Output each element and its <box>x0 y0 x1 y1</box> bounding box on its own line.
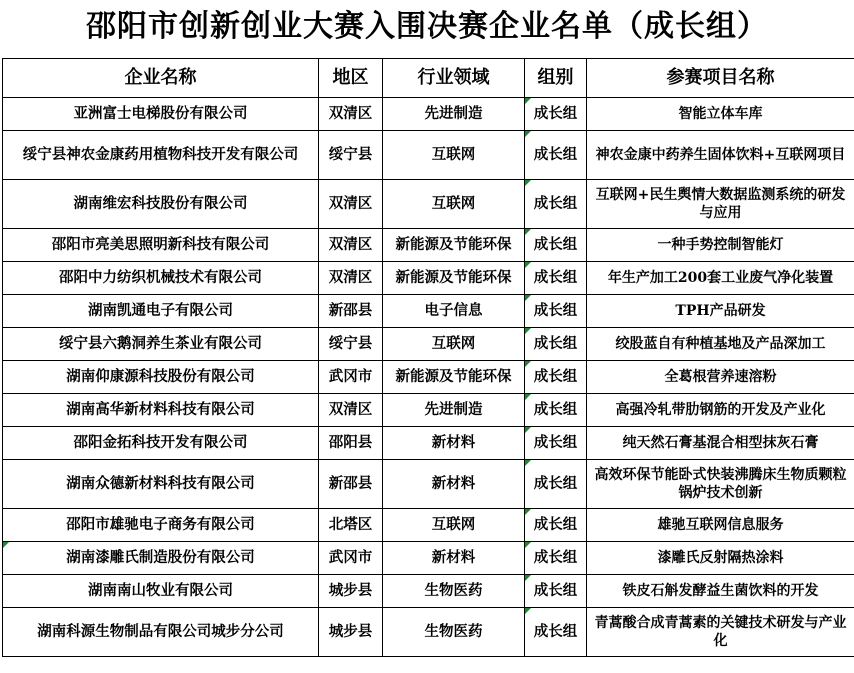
cell-group[interactable]: 成长组 <box>525 180 587 229</box>
cell-company[interactable]: 亚洲富士电梯股份有限公司 <box>3 98 319 131</box>
header-project[interactable]: 参赛项目名称 <box>587 59 854 98</box>
cell-project[interactable]: 绞股蓝自有种植基地及产品深加工 <box>587 328 854 361</box>
table-row <box>3 262 854 295</box>
cell-region[interactable]: 北塔区 <box>319 509 383 542</box>
cell-industry[interactable]: 互联网 <box>383 131 525 180</box>
cell-industry[interactable]: 先进制造 <box>383 394 525 427</box>
table-row <box>3 427 854 460</box>
table-row <box>3 509 854 542</box>
cell-company[interactable]: 湖南众德新材料科技有限公司 <box>3 460 319 509</box>
table-row <box>3 361 854 394</box>
cell-group[interactable]: 成长组 <box>525 608 587 657</box>
cell-industry[interactable]: 电子信息 <box>383 295 525 328</box>
cell-company[interactable]: 绥宁县神农金康药用植物科技开发有限公司 <box>3 131 319 180</box>
cell-project[interactable]: 雄驰互联网信息服务 <box>587 509 854 542</box>
table-row <box>3 542 854 575</box>
table-row <box>3 180 854 229</box>
cell-group[interactable]: 成长组 <box>525 509 587 542</box>
cell-region[interactable]: 邵阳县 <box>319 427 383 460</box>
cell-group[interactable]: 成长组 <box>525 295 587 328</box>
cell-region[interactable]: 双清区 <box>319 98 383 131</box>
cell-company[interactable]: 湖南科源生物制品有限公司城步分公司 <box>3 608 319 657</box>
table-row <box>3 608 854 657</box>
cell-project[interactable]: TPH产品研发 <box>587 295 854 328</box>
company-table <box>2 58 854 657</box>
cell-region[interactable]: 武冈市 <box>319 361 383 394</box>
cell-region[interactable]: 双清区 <box>319 229 383 262</box>
table-row <box>3 98 854 131</box>
cell-region[interactable]: 武冈市 <box>319 542 383 575</box>
cell-industry[interactable]: 新能源及节能环保 <box>383 229 525 262</box>
cell-project[interactable]: 互联网+民生舆情大数据监测系统的研发与应用 <box>587 180 854 229</box>
header-industry[interactable]: 行业领域 <box>383 59 525 98</box>
cell-project[interactable]: 漆雕氏反射隔热涂料 <box>587 542 854 575</box>
cell-region[interactable]: 双清区 <box>319 180 383 229</box>
cell-region[interactable]: 双清区 <box>319 394 383 427</box>
cell-industry[interactable]: 互联网 <box>383 328 525 361</box>
cell-group[interactable]: 成长组 <box>525 394 587 427</box>
cell-group[interactable]: 成长组 <box>525 427 587 460</box>
table-row <box>3 295 854 328</box>
cell-industry[interactable]: 新能源及节能环保 <box>383 262 525 295</box>
cell-group[interactable]: 成长组 <box>525 361 587 394</box>
cell-company[interactable]: 邵阳中力纺织机械技术有限公司 <box>3 262 319 295</box>
table-row <box>3 328 854 361</box>
cell-group[interactable]: 成长组 <box>525 262 587 295</box>
cell-project[interactable]: 神农金康中药养生固体饮料+互联网项目 <box>587 131 854 180</box>
cell-company[interactable]: 湖南南山牧业有限公司 <box>3 575 319 608</box>
cell-project[interactable]: 青蒿酸合成青蒿素的关键技术研发与产业化 <box>587 608 854 657</box>
cell-project[interactable]: 一种手势控制智能灯 <box>587 229 854 262</box>
cell-group[interactable]: 成长组 <box>525 542 587 575</box>
cell-region[interactable]: 新邵县 <box>319 460 383 509</box>
cell-region[interactable]: 绥宁县 <box>319 131 383 180</box>
cell-group[interactable]: 成长组 <box>525 131 587 180</box>
cell-industry[interactable]: 新能源及节能环保 <box>383 361 525 394</box>
cell-project[interactable]: 全葛根营养速溶粉 <box>587 361 854 394</box>
header-company[interactable]: 企业名称 <box>3 59 319 98</box>
cell-project[interactable]: 高效环保节能卧式快装沸腾床生物质颗粒锅炉技术创新 <box>587 460 854 509</box>
cell-company[interactable]: 邵阳金拓科技开发有限公司 <box>3 427 319 460</box>
cell-company[interactable]: 湖南仰康源科技股份有限公司 <box>3 361 319 394</box>
cell-company[interactable]: 湖南漆雕氏制造股份有限公司 <box>3 542 319 575</box>
cell-industry[interactable]: 先进制造 <box>383 98 525 131</box>
cell-group[interactable]: 成长组 <box>525 98 587 131</box>
cell-project[interactable]: 铁皮石斛发酵益生菌饮料的开发 <box>587 575 854 608</box>
cell-company[interactable]: 湖南凯通电子有限公司 <box>3 295 319 328</box>
cell-industry[interactable]: 新材料 <box>383 542 525 575</box>
cell-project[interactable]: 智能立体车库 <box>587 98 854 131</box>
cell-industry[interactable]: 互联网 <box>383 180 525 229</box>
cell-group[interactable]: 成长组 <box>525 460 587 509</box>
cell-project[interactable]: 年生产加工200套工业废气净化装置 <box>587 262 854 295</box>
cell-project[interactable]: 纯天然石膏基混合相型抹灰石膏 <box>587 427 854 460</box>
table-row <box>3 460 854 509</box>
header-region[interactable]: 地区 <box>319 59 383 98</box>
cell-group[interactable]: 成长组 <box>525 328 587 361</box>
cell-company[interactable]: 湖南高华新材料科技有限公司 <box>3 394 319 427</box>
cell-industry[interactable]: 互联网 <box>383 509 525 542</box>
table-row <box>3 394 854 427</box>
cell-industry[interactable]: 新材料 <box>383 427 525 460</box>
cell-company[interactable]: 邵阳市亮美思照明新科技有限公司 <box>3 229 319 262</box>
cell-industry[interactable]: 生物医药 <box>383 608 525 657</box>
cell-region[interactable]: 绥宁县 <box>319 328 383 361</box>
cell-region[interactable]: 城步县 <box>319 575 383 608</box>
cell-project[interactable]: 高强冷轧带肋钢筋的开发及产业化 <box>587 394 854 427</box>
header-group[interactable]: 组别 <box>525 59 587 98</box>
cell-region[interactable]: 双清区 <box>319 262 383 295</box>
cell-industry[interactable]: 新材料 <box>383 460 525 509</box>
cell-company[interactable]: 湖南维宏科技股份有限公司 <box>3 180 319 229</box>
header-row <box>3 59 854 98</box>
page-title: 邵阳市创新创业大赛入围决赛企业名单（成长组） <box>86 9 768 44</box>
cell-company[interactable]: 绥宁县六鹅洞养生茶业有限公司 <box>3 328 319 361</box>
cell-region[interactable]: 新邵县 <box>319 295 383 328</box>
cell-group[interactable]: 成长组 <box>525 575 587 608</box>
cell-group[interactable]: 成长组 <box>525 229 587 262</box>
table-row <box>3 575 854 608</box>
table-row <box>3 131 854 180</box>
cell-company[interactable]: 邵阳市雄驰电子商务有限公司 <box>3 509 319 542</box>
cell-industry[interactable]: 生物医药 <box>383 575 525 608</box>
cell-region[interactable]: 城步县 <box>319 608 383 657</box>
table-row <box>3 229 854 262</box>
